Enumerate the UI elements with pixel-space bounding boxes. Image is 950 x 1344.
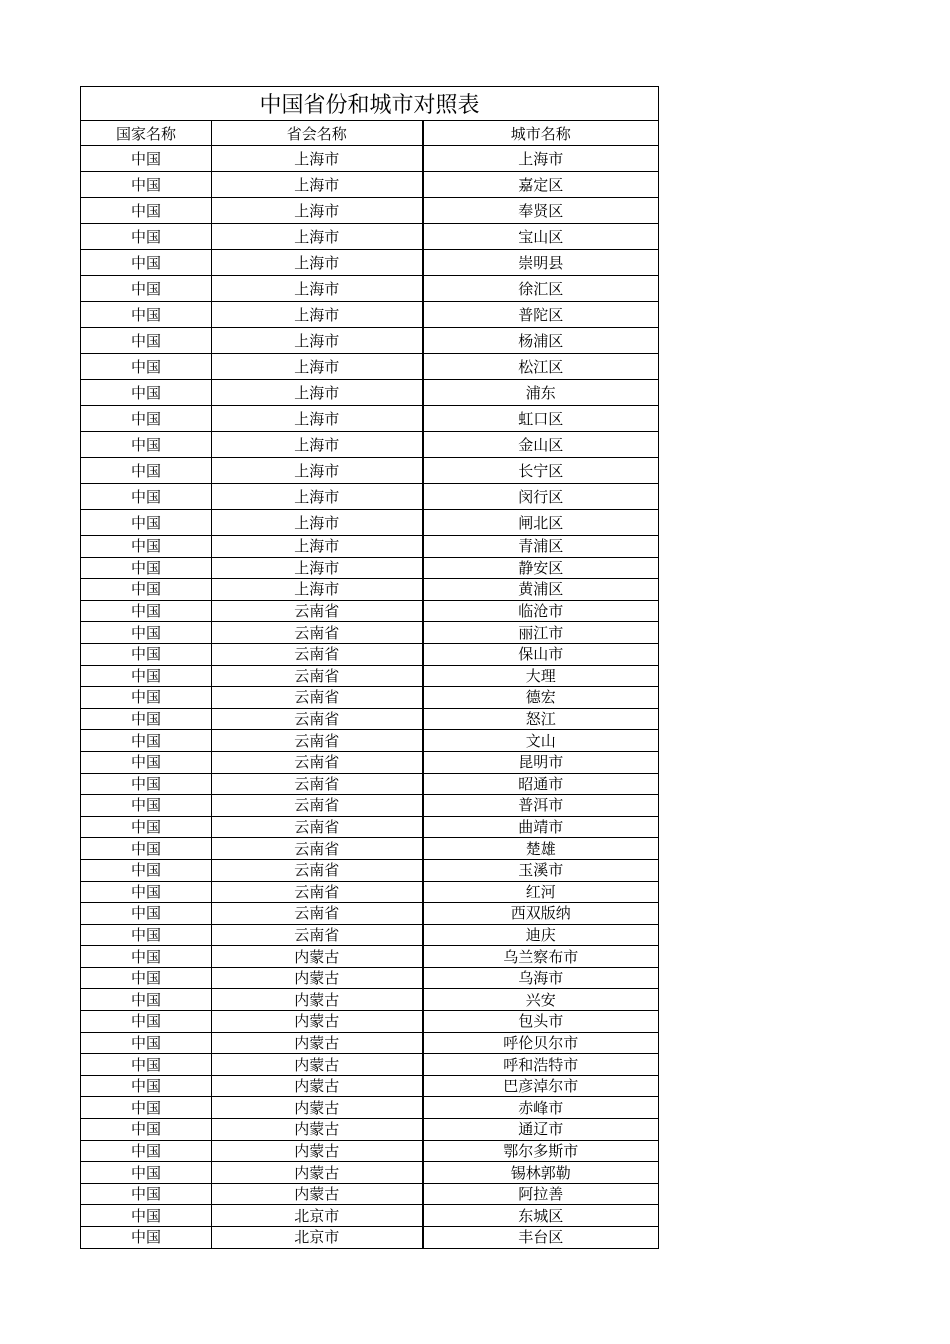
column-header-province: 省会名称 bbox=[212, 121, 423, 146]
country-cell: 中国 bbox=[81, 224, 212, 250]
country-cell: 中国 bbox=[81, 1119, 212, 1141]
city-cell: 东城区 bbox=[423, 1205, 659, 1227]
table-row bbox=[81, 172, 659, 198]
country-cell: 中国 bbox=[81, 665, 212, 687]
country-cell: 中国 bbox=[81, 903, 212, 925]
country-cell: 中国 bbox=[81, 859, 212, 881]
country-cell: 中国 bbox=[81, 773, 212, 795]
country-cell: 中国 bbox=[81, 302, 212, 328]
city-cell: 乌兰察布市 bbox=[423, 946, 659, 968]
table-row bbox=[81, 730, 659, 752]
country-cell: 中国 bbox=[81, 510, 212, 536]
province-cell: 内蒙古 bbox=[212, 1097, 423, 1119]
table-row bbox=[81, 600, 659, 622]
province-cell: 上海市 bbox=[212, 380, 423, 406]
table-row bbox=[81, 406, 659, 432]
province-cell: 上海市 bbox=[212, 198, 423, 224]
city-cell: 大理 bbox=[423, 665, 659, 687]
table-row bbox=[81, 859, 659, 881]
province-cell: 上海市 bbox=[212, 250, 423, 276]
city-cell: 巴彦淖尔市 bbox=[423, 1075, 659, 1097]
table-row bbox=[81, 924, 659, 946]
country-cell: 中国 bbox=[81, 1097, 212, 1119]
city-cell: 曲靖市 bbox=[423, 816, 659, 838]
city-cell: 金山区 bbox=[423, 432, 659, 458]
table-row bbox=[81, 687, 659, 709]
table-row bbox=[81, 198, 659, 224]
city-cell: 呼伦贝尔市 bbox=[423, 1032, 659, 1054]
country-cell: 中国 bbox=[81, 643, 212, 665]
city-cell: 文山 bbox=[423, 730, 659, 752]
province-cell: 云南省 bbox=[212, 924, 423, 946]
province-cell: 云南省 bbox=[212, 751, 423, 773]
city-cell: 阿拉善 bbox=[423, 1183, 659, 1205]
province-cell: 内蒙古 bbox=[212, 1162, 423, 1184]
province-cell: 北京市 bbox=[212, 1227, 423, 1249]
city-cell: 迪庆 bbox=[423, 924, 659, 946]
city-cell: 普洱市 bbox=[423, 795, 659, 817]
country-cell: 中国 bbox=[81, 406, 212, 432]
country-cell: 中国 bbox=[81, 881, 212, 903]
table-row bbox=[81, 1119, 659, 1141]
country-cell: 中国 bbox=[81, 1011, 212, 1033]
province-cell: 云南省 bbox=[212, 881, 423, 903]
province-cell: 上海市 bbox=[212, 458, 423, 484]
table-row bbox=[81, 557, 659, 579]
city-cell: 杨浦区 bbox=[423, 328, 659, 354]
province-cell: 内蒙古 bbox=[212, 967, 423, 989]
province-cell: 云南省 bbox=[212, 859, 423, 881]
city-cell: 虹口区 bbox=[423, 406, 659, 432]
city-cell: 松江区 bbox=[423, 354, 659, 380]
city-cell: 西双版纳 bbox=[423, 903, 659, 925]
table-row bbox=[81, 946, 659, 968]
table-row bbox=[81, 881, 659, 903]
province-cell: 上海市 bbox=[212, 406, 423, 432]
city-cell: 赤峰市 bbox=[423, 1097, 659, 1119]
country-cell: 中国 bbox=[81, 1205, 212, 1227]
table-row bbox=[81, 903, 659, 925]
city-cell: 嘉定区 bbox=[423, 172, 659, 198]
province-cell: 内蒙古 bbox=[212, 946, 423, 968]
province-cell: 云南省 bbox=[212, 665, 423, 687]
province-cell: 云南省 bbox=[212, 643, 423, 665]
country-cell: 中国 bbox=[81, 432, 212, 458]
province-cell: 内蒙古 bbox=[212, 1140, 423, 1162]
province-cell: 内蒙古 bbox=[212, 989, 423, 1011]
table-row bbox=[81, 146, 659, 172]
table-row bbox=[81, 458, 659, 484]
table-row bbox=[81, 1075, 659, 1097]
province-cell: 上海市 bbox=[212, 557, 423, 579]
province-cell: 上海市 bbox=[212, 536, 423, 558]
country-cell: 中国 bbox=[81, 557, 212, 579]
province-cell: 云南省 bbox=[212, 773, 423, 795]
country-cell: 中国 bbox=[81, 1183, 212, 1205]
country-cell: 中国 bbox=[81, 146, 212, 172]
province-cell: 云南省 bbox=[212, 622, 423, 644]
province-cell: 内蒙古 bbox=[212, 1011, 423, 1033]
province-cell: 云南省 bbox=[212, 708, 423, 730]
country-cell: 中国 bbox=[81, 989, 212, 1011]
city-cell: 青浦区 bbox=[423, 536, 659, 558]
province-cell: 内蒙古 bbox=[212, 1032, 423, 1054]
table-row bbox=[81, 354, 659, 380]
table-row bbox=[81, 816, 659, 838]
province-cell: 云南省 bbox=[212, 600, 423, 622]
table-row bbox=[81, 643, 659, 665]
province-cell: 云南省 bbox=[212, 795, 423, 817]
header-row bbox=[81, 121, 659, 146]
table-row bbox=[81, 224, 659, 250]
country-cell: 中国 bbox=[81, 622, 212, 644]
table-row bbox=[81, 773, 659, 795]
city-cell: 昭通市 bbox=[423, 773, 659, 795]
city-cell: 奉贤区 bbox=[423, 198, 659, 224]
country-cell: 中国 bbox=[81, 730, 212, 752]
city-cell: 德宏 bbox=[423, 687, 659, 709]
city-cell: 崇明县 bbox=[423, 250, 659, 276]
country-cell: 中国 bbox=[81, 816, 212, 838]
city-cell: 黄浦区 bbox=[423, 579, 659, 601]
table-row bbox=[81, 795, 659, 817]
country-cell: 中国 bbox=[81, 484, 212, 510]
table-row bbox=[81, 250, 659, 276]
province-cell: 上海市 bbox=[212, 276, 423, 302]
city-cell: 玉溪市 bbox=[423, 859, 659, 881]
country-cell: 中国 bbox=[81, 1054, 212, 1076]
city-cell: 鄂尔多斯市 bbox=[423, 1140, 659, 1162]
province-cell: 上海市 bbox=[212, 224, 423, 250]
country-cell: 中国 bbox=[81, 1075, 212, 1097]
city-cell: 保山市 bbox=[423, 643, 659, 665]
country-cell: 中国 bbox=[81, 924, 212, 946]
table-row bbox=[81, 622, 659, 644]
city-cell: 上海市 bbox=[423, 146, 659, 172]
column-header-city: 城市名称 bbox=[423, 121, 659, 146]
city-cell: 闵行区 bbox=[423, 484, 659, 510]
country-cell: 中国 bbox=[81, 380, 212, 406]
country-cell: 中国 bbox=[81, 198, 212, 224]
country-cell: 中国 bbox=[81, 276, 212, 302]
table-row bbox=[81, 708, 659, 730]
table-row bbox=[81, 510, 659, 536]
province-cell: 内蒙古 bbox=[212, 1075, 423, 1097]
province-cell: 云南省 bbox=[212, 903, 423, 925]
city-cell: 丰台区 bbox=[423, 1227, 659, 1249]
table-row bbox=[81, 1011, 659, 1033]
city-cell: 宝山区 bbox=[423, 224, 659, 250]
province-cell: 北京市 bbox=[212, 1205, 423, 1227]
table-row bbox=[81, 665, 659, 687]
table-row bbox=[81, 484, 659, 510]
country-cell: 中国 bbox=[81, 1162, 212, 1184]
city-cell: 普陀区 bbox=[423, 302, 659, 328]
city-cell: 包头市 bbox=[423, 1011, 659, 1033]
province-cell: 云南省 bbox=[212, 687, 423, 709]
city-cell: 锡林郭勒 bbox=[423, 1162, 659, 1184]
city-cell: 浦东 bbox=[423, 380, 659, 406]
province-cell: 上海市 bbox=[212, 146, 423, 172]
table-row bbox=[81, 1032, 659, 1054]
province-cell: 上海市 bbox=[212, 172, 423, 198]
table-row bbox=[81, 380, 659, 406]
province-cell: 云南省 bbox=[212, 730, 423, 752]
city-cell: 乌海市 bbox=[423, 967, 659, 989]
country-cell: 中国 bbox=[81, 600, 212, 622]
province-cell: 上海市 bbox=[212, 302, 423, 328]
table-row bbox=[81, 1054, 659, 1076]
table-row bbox=[81, 276, 659, 302]
city-cell: 静安区 bbox=[423, 557, 659, 579]
table-row bbox=[81, 1227, 659, 1249]
country-cell: 中国 bbox=[81, 354, 212, 380]
province-cell: 上海市 bbox=[212, 432, 423, 458]
country-cell: 中国 bbox=[81, 172, 212, 198]
table-row bbox=[81, 1162, 659, 1184]
country-cell: 中国 bbox=[81, 536, 212, 558]
table-row bbox=[81, 328, 659, 354]
table-row bbox=[81, 1097, 659, 1119]
country-cell: 中国 bbox=[81, 1140, 212, 1162]
province-city-table bbox=[80, 86, 659, 1249]
province-cell: 内蒙古 bbox=[212, 1054, 423, 1076]
table-row bbox=[81, 1183, 659, 1205]
province-cell: 内蒙古 bbox=[212, 1119, 423, 1141]
table-row bbox=[81, 751, 659, 773]
city-cell: 徐汇区 bbox=[423, 276, 659, 302]
country-cell: 中国 bbox=[81, 328, 212, 354]
country-cell: 中国 bbox=[81, 1032, 212, 1054]
country-cell: 中国 bbox=[81, 458, 212, 484]
province-cell: 上海市 bbox=[212, 328, 423, 354]
country-cell: 中国 bbox=[81, 946, 212, 968]
table-row bbox=[81, 989, 659, 1011]
province-cell: 上海市 bbox=[212, 484, 423, 510]
province-cell: 上海市 bbox=[212, 579, 423, 601]
province-cell: 上海市 bbox=[212, 510, 423, 536]
province-cell: 云南省 bbox=[212, 838, 423, 860]
city-cell: 通辽市 bbox=[423, 1119, 659, 1141]
city-cell: 楚雄 bbox=[423, 838, 659, 860]
table-row bbox=[81, 579, 659, 601]
city-cell: 兴安 bbox=[423, 989, 659, 1011]
country-cell: 中国 bbox=[81, 838, 212, 860]
table-row bbox=[81, 967, 659, 989]
country-cell: 中国 bbox=[81, 687, 212, 709]
city-cell: 昆明市 bbox=[423, 751, 659, 773]
country-cell: 中国 bbox=[81, 579, 212, 601]
province-cell: 内蒙古 bbox=[212, 1183, 423, 1205]
column-header-country: 国家名称 bbox=[81, 121, 212, 146]
country-cell: 中国 bbox=[81, 751, 212, 773]
province-cell: 上海市 bbox=[212, 354, 423, 380]
country-cell: 中国 bbox=[81, 967, 212, 989]
table-row bbox=[81, 838, 659, 860]
city-cell: 长宁区 bbox=[423, 458, 659, 484]
province-cell: 云南省 bbox=[212, 816, 423, 838]
city-cell: 怒江 bbox=[423, 708, 659, 730]
table-row bbox=[81, 536, 659, 558]
table-row bbox=[81, 432, 659, 458]
country-cell: 中国 bbox=[81, 1227, 212, 1249]
city-cell: 呼和浩特市 bbox=[423, 1054, 659, 1076]
country-cell: 中国 bbox=[81, 708, 212, 730]
city-cell: 红河 bbox=[423, 881, 659, 903]
city-cell: 闸北区 bbox=[423, 510, 659, 536]
city-cell: 丽江市 bbox=[423, 622, 659, 644]
table-title: 中国省份和城市对照表 bbox=[81, 87, 659, 121]
table-row bbox=[81, 1140, 659, 1162]
table-row bbox=[81, 1205, 659, 1227]
table-row bbox=[81, 302, 659, 328]
country-cell: 中国 bbox=[81, 250, 212, 276]
country-cell: 中国 bbox=[81, 795, 212, 817]
city-cell: 临沧市 bbox=[423, 600, 659, 622]
